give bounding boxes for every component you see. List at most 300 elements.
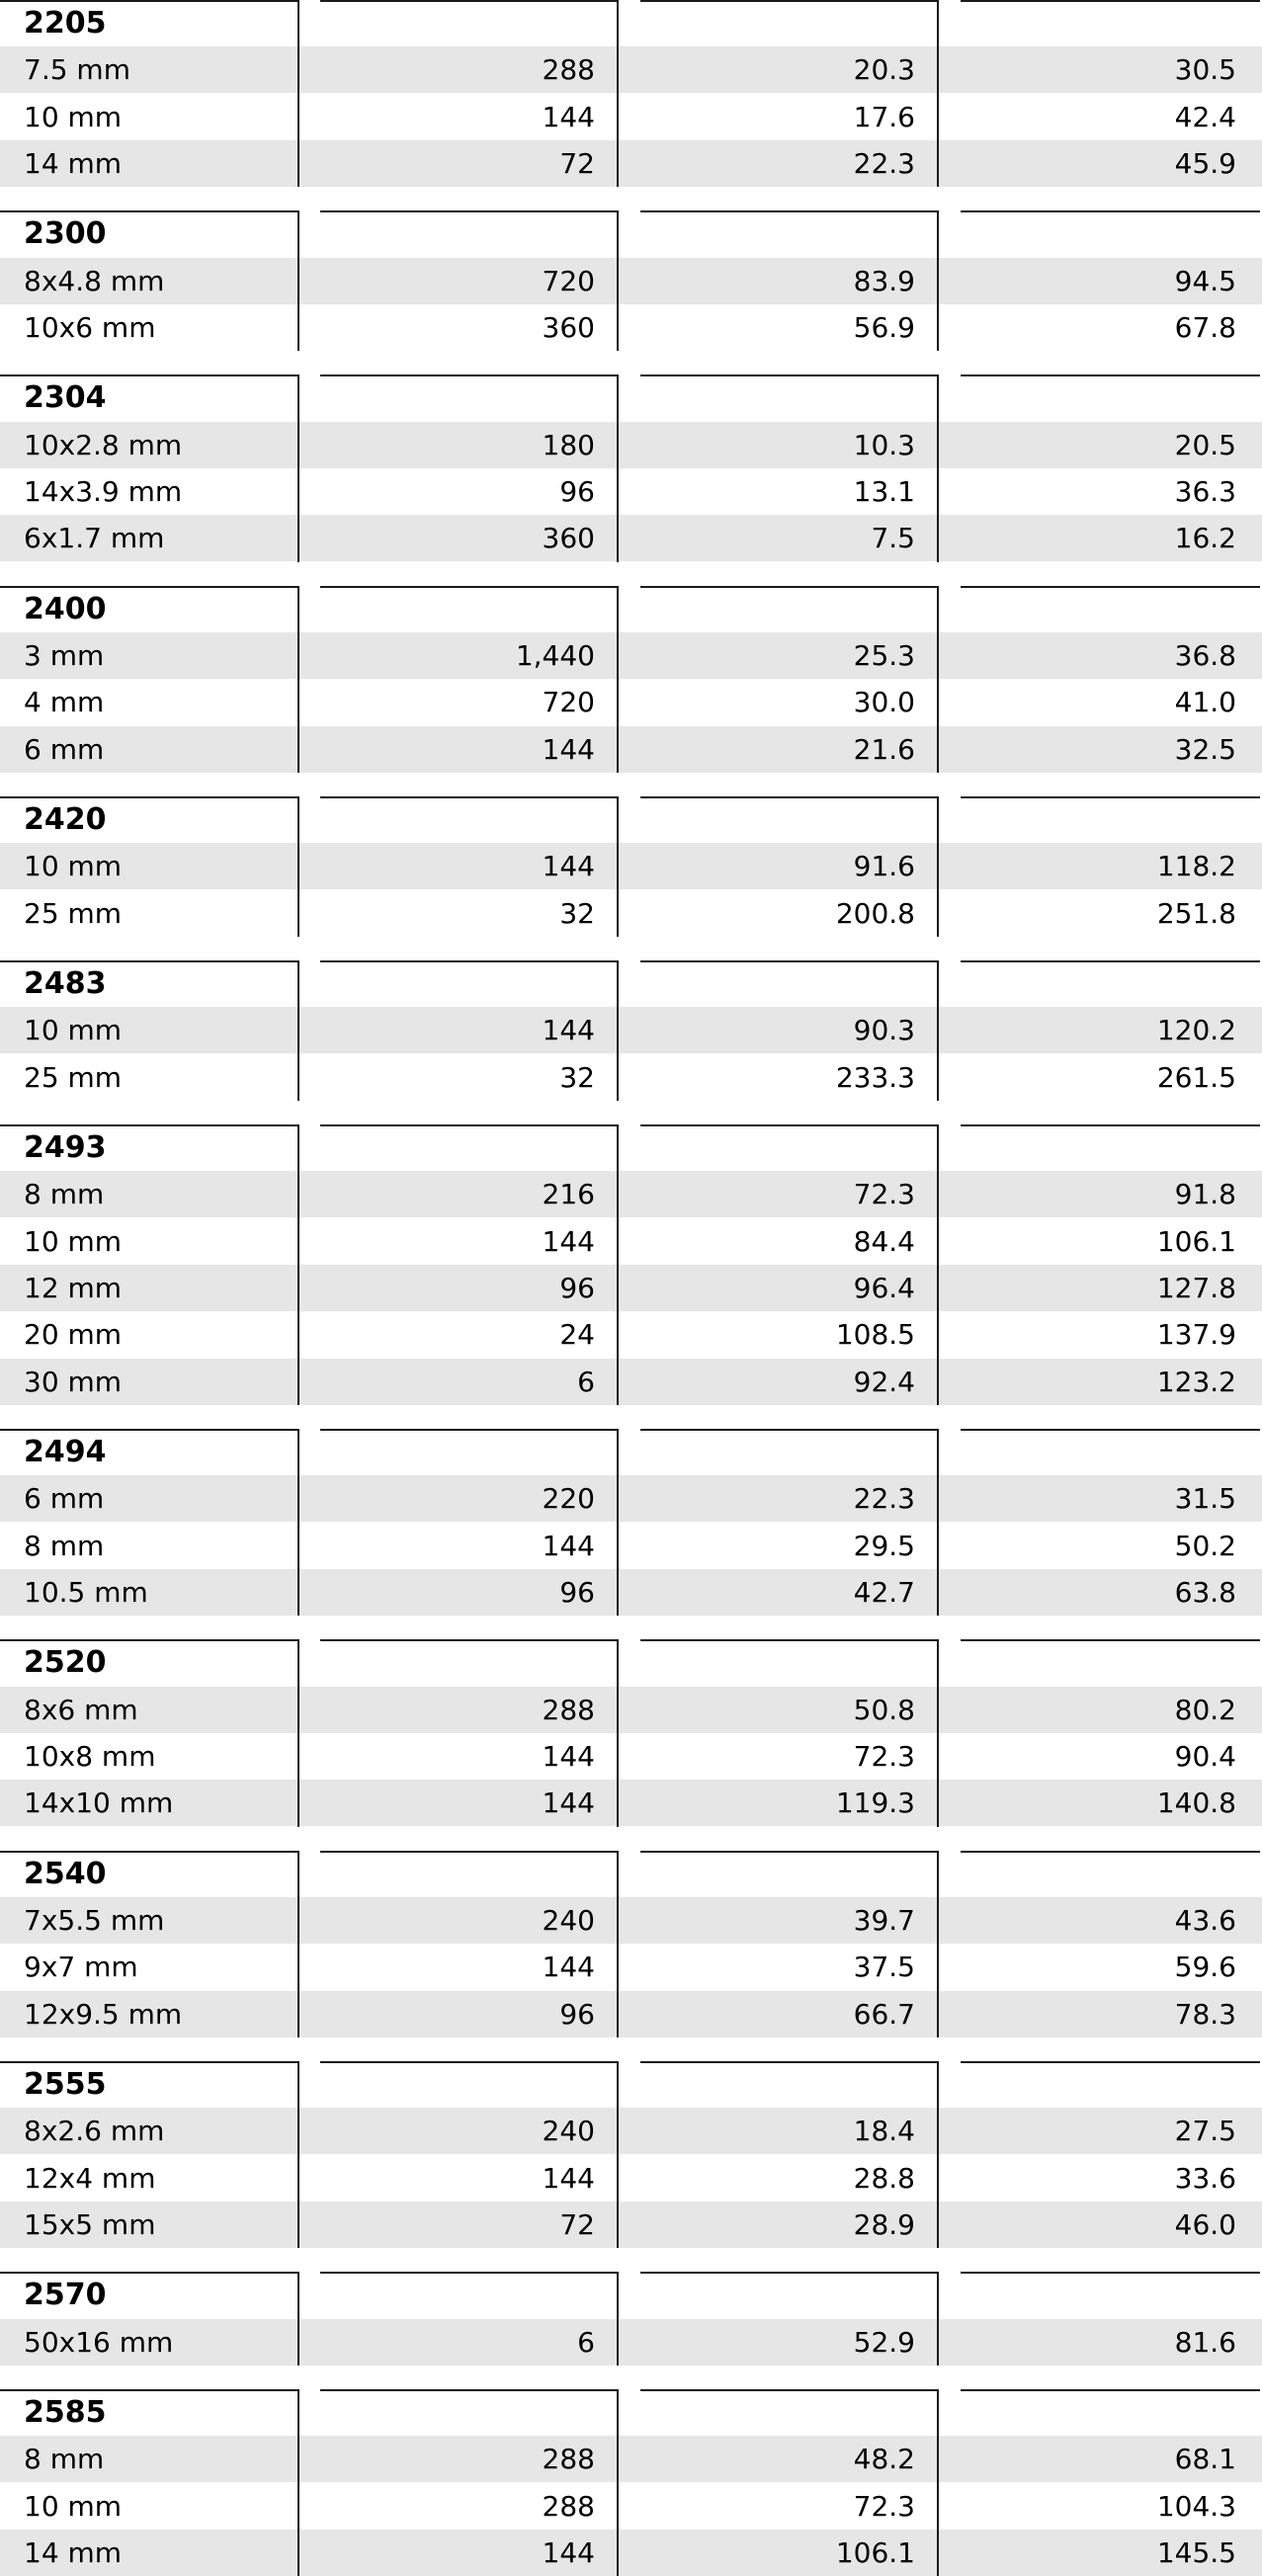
table-row bbox=[0, 1265, 1262, 1311]
group-top-rule bbox=[961, 960, 1260, 962]
quantity-cell: 72 bbox=[559, 2207, 595, 2241]
quantity-cell: 288 bbox=[542, 2489, 595, 2523]
value-a-cell: 48.2 bbox=[853, 2443, 915, 2476]
group-top-rule bbox=[640, 2061, 939, 2063]
table-row bbox=[0, 422, 1262, 468]
group-title: 2483 bbox=[24, 965, 107, 1001]
column-divider bbox=[297, 586, 299, 773]
size-cell: 10x6 mm bbox=[24, 310, 156, 344]
group-top-rule bbox=[961, 586, 1260, 588]
table-row bbox=[0, 2155, 1262, 2202]
column-divider bbox=[937, 1639, 939, 1826]
column-divider bbox=[937, 2272, 939, 2366]
table-row bbox=[0, 1687, 1262, 1733]
table-row bbox=[0, 1054, 1262, 1101]
table-row bbox=[0, 140, 1262, 187]
group-top-rule bbox=[0, 1429, 299, 1431]
group-top-rule bbox=[0, 1851, 299, 1853]
column-divider bbox=[937, 1429, 939, 1616]
quantity-cell: 720 bbox=[542, 264, 595, 297]
column-divider bbox=[937, 2389, 939, 2576]
quantity-cell: 220 bbox=[542, 1482, 595, 1516]
group-top-rule bbox=[0, 796, 299, 798]
value-b-cell: 63.8 bbox=[1174, 1575, 1236, 1609]
column-divider bbox=[937, 374, 939, 561]
table-row bbox=[0, 1733, 1262, 1780]
size-cell: 10 mm bbox=[24, 100, 123, 133]
product-group bbox=[0, 960, 1262, 1101]
value-b-cell: 43.6 bbox=[1174, 1903, 1236, 1937]
column-divider bbox=[617, 960, 619, 1101]
group-title: 2493 bbox=[24, 1129, 107, 1165]
group-top-rule bbox=[640, 0, 939, 2]
quantity-cell: 1,440 bbox=[515, 638, 595, 672]
value-a-cell: 92.4 bbox=[853, 1365, 915, 1398]
value-b-cell: 104.3 bbox=[1156, 2489, 1236, 2523]
table-row bbox=[0, 2436, 1262, 2482]
table-row bbox=[0, 1311, 1262, 1358]
group-header-row bbox=[0, 0, 1262, 46]
value-b-cell: 78.3 bbox=[1174, 1997, 1236, 2031]
value-b-cell: 80.2 bbox=[1174, 1693, 1236, 1726]
group-top-rule bbox=[0, 2389, 299, 2391]
group-top-rule bbox=[320, 1429, 619, 1431]
quantity-cell: 6 bbox=[577, 1365, 595, 1398]
value-a-cell: 83.9 bbox=[853, 264, 915, 297]
value-b-cell: 106.1 bbox=[1156, 1224, 1236, 1258]
column-divider bbox=[297, 1124, 299, 1405]
value-a-cell: 17.6 bbox=[853, 100, 915, 133]
size-cell: 14 mm bbox=[24, 2535, 123, 2569]
value-a-cell: 30.0 bbox=[853, 686, 915, 719]
value-b-cell: 50.2 bbox=[1174, 1529, 1236, 1562]
group-top-rule bbox=[640, 374, 939, 376]
value-a-cell: 39.7 bbox=[853, 1903, 915, 1937]
size-cell: 14x3.9 mm bbox=[24, 474, 183, 508]
column-divider bbox=[297, 2389, 299, 2576]
table-row bbox=[0, 94, 1262, 140]
group-top-rule bbox=[640, 1429, 939, 1431]
value-b-cell: 118.2 bbox=[1156, 850, 1236, 883]
size-cell: 3 mm bbox=[24, 638, 105, 672]
size-cell: 4 mm bbox=[24, 686, 105, 719]
group-top-rule bbox=[640, 586, 939, 588]
value-a-cell: 91.6 bbox=[853, 850, 915, 883]
quantity-cell: 180 bbox=[542, 428, 595, 461]
group-top-rule bbox=[961, 2061, 1260, 2063]
quantity-cell: 144 bbox=[542, 100, 595, 133]
size-cell: 12x9.5 mm bbox=[24, 1997, 183, 2031]
group-top-rule bbox=[640, 210, 939, 212]
table-row bbox=[0, 1359, 1262, 1405]
table-row bbox=[0, 304, 1262, 351]
table-row bbox=[0, 1171, 1262, 1217]
value-a-cell: 37.5 bbox=[853, 1951, 915, 1984]
table-row bbox=[0, 1944, 1262, 1990]
group-top-rule bbox=[320, 374, 619, 376]
quantity-cell: 144 bbox=[542, 1224, 595, 1258]
column-divider bbox=[617, 1639, 619, 1826]
value-b-cell: 137.9 bbox=[1156, 1318, 1236, 1352]
value-a-cell: 10.3 bbox=[853, 428, 915, 461]
value-a-cell: 72.3 bbox=[853, 1178, 915, 1211]
column-divider bbox=[937, 210, 939, 351]
quantity-cell: 24 bbox=[559, 1318, 595, 1352]
group-title: 2420 bbox=[24, 801, 107, 837]
product-group bbox=[0, 1851, 1262, 2037]
column-divider bbox=[617, 1429, 619, 1616]
value-a-cell: 72.3 bbox=[853, 2489, 915, 2523]
column-divider bbox=[297, 374, 299, 561]
group-header-row bbox=[0, 960, 1262, 1007]
value-a-cell: 13.1 bbox=[853, 474, 915, 508]
group-top-rule bbox=[0, 960, 299, 962]
table-row bbox=[0, 2202, 1262, 2248]
group-top-rule bbox=[0, 2061, 299, 2063]
group-title: 2304 bbox=[24, 380, 107, 416]
quantity-cell: 144 bbox=[542, 1014, 595, 1047]
value-b-cell: 41.0 bbox=[1174, 686, 1236, 719]
size-cell: 9x7 mm bbox=[24, 1951, 138, 1984]
group-top-rule bbox=[640, 1851, 939, 1853]
value-a-cell: 96.4 bbox=[853, 1271, 915, 1304]
value-a-cell: 200.8 bbox=[835, 896, 915, 930]
column-divider bbox=[937, 0, 939, 187]
value-a-cell: 25.3 bbox=[853, 638, 915, 672]
table-row bbox=[0, 1007, 1262, 1053]
product-group bbox=[0, 796, 1262, 937]
group-top-rule bbox=[961, 1639, 1260, 1641]
quantity-cell: 216 bbox=[542, 1178, 595, 1211]
value-b-cell: 67.8 bbox=[1174, 310, 1236, 344]
value-b-cell: 120.2 bbox=[1156, 1014, 1236, 1047]
value-a-cell: 90.3 bbox=[853, 1014, 915, 1047]
group-top-rule bbox=[0, 586, 299, 588]
column-divider bbox=[297, 210, 299, 351]
quantity-cell: 144 bbox=[542, 2161, 595, 2195]
column-divider bbox=[617, 0, 619, 187]
group-top-rule bbox=[0, 1124, 299, 1126]
size-cell: 7x5.5 mm bbox=[24, 1903, 165, 1937]
table-row bbox=[0, 46, 1262, 93]
group-top-rule bbox=[320, 2389, 619, 2391]
group-top-rule bbox=[0, 210, 299, 212]
table-row bbox=[0, 258, 1262, 304]
value-b-cell: 145.5 bbox=[1156, 2535, 1236, 2569]
table-row bbox=[0, 1523, 1262, 1569]
column-divider bbox=[617, 2389, 619, 2576]
group-top-rule bbox=[961, 1851, 1260, 1853]
size-cell: 6 mm bbox=[24, 732, 105, 766]
column-divider bbox=[617, 374, 619, 561]
size-cell: 10 mm bbox=[24, 1224, 123, 1258]
size-cell: 10x2.8 mm bbox=[24, 428, 183, 461]
value-b-cell: 20.5 bbox=[1174, 428, 1236, 461]
value-b-cell: 68.1 bbox=[1174, 2443, 1236, 2476]
value-a-cell: 56.9 bbox=[853, 310, 915, 344]
group-top-rule bbox=[320, 796, 619, 798]
column-divider bbox=[297, 1851, 299, 2037]
quantity-cell: 288 bbox=[542, 1693, 595, 1726]
size-cell: 6 mm bbox=[24, 1482, 105, 1516]
value-b-cell: 45.9 bbox=[1174, 146, 1236, 180]
size-cell: 8 mm bbox=[24, 1178, 105, 1211]
table-row bbox=[0, 679, 1262, 725]
value-b-cell: 33.6 bbox=[1174, 2161, 1236, 2195]
value-b-cell: 16.2 bbox=[1174, 522, 1236, 555]
column-divider bbox=[937, 1851, 939, 2037]
value-a-cell: 21.6 bbox=[853, 732, 915, 766]
group-top-rule bbox=[0, 2272, 299, 2274]
value-a-cell: 28.9 bbox=[853, 2207, 915, 2241]
size-cell: 25 mm bbox=[24, 896, 123, 930]
quantity-cell: 96 bbox=[559, 1575, 595, 1609]
group-header-row bbox=[0, 2389, 1262, 2436]
table-row bbox=[0, 1780, 1262, 1826]
size-cell: 8 mm bbox=[24, 1529, 105, 1562]
column-divider bbox=[297, 1429, 299, 1616]
table-row bbox=[0, 468, 1262, 515]
size-cell: 14x10 mm bbox=[24, 1787, 174, 1820]
table-row bbox=[0, 2108, 1262, 2154]
value-a-cell: 18.4 bbox=[853, 2115, 915, 2148]
group-header-row bbox=[0, 796, 1262, 843]
quantity-cell: 144 bbox=[542, 732, 595, 766]
group-top-rule bbox=[320, 2272, 619, 2274]
group-top-rule bbox=[0, 374, 299, 376]
group-title: 2400 bbox=[24, 591, 107, 626]
quantity-cell: 240 bbox=[542, 2115, 595, 2148]
product-group bbox=[0, 2389, 1262, 2576]
group-top-rule bbox=[320, 1124, 619, 1126]
value-a-cell: 233.3 bbox=[835, 1060, 915, 1094]
value-b-cell: 42.4 bbox=[1174, 100, 1236, 133]
product-group bbox=[0, 1124, 1262, 1405]
size-cell: 10 mm bbox=[24, 2489, 123, 2523]
size-cell: 6x1.7 mm bbox=[24, 522, 165, 555]
group-top-rule bbox=[961, 1429, 1260, 1431]
group-top-rule bbox=[961, 1124, 1260, 1126]
value-b-cell: 261.5 bbox=[1156, 1060, 1236, 1094]
group-top-rule bbox=[961, 2389, 1260, 2391]
size-cell: 12x4 mm bbox=[24, 2161, 156, 2195]
size-cell: 8x4.8 mm bbox=[24, 264, 165, 297]
value-b-cell: 81.6 bbox=[1174, 2325, 1236, 2359]
quantity-cell: 240 bbox=[542, 1903, 595, 1937]
quantity-cell: 720 bbox=[542, 686, 595, 719]
column-divider bbox=[297, 960, 299, 1101]
group-header-row bbox=[0, 2061, 1262, 2108]
value-a-cell: 20.3 bbox=[853, 53, 915, 87]
value-b-cell: 59.6 bbox=[1174, 1951, 1236, 1984]
group-header-row bbox=[0, 2272, 1262, 2318]
value-a-cell: 66.7 bbox=[853, 1997, 915, 2031]
group-title: 2555 bbox=[24, 2066, 107, 2102]
value-b-cell: 46.0 bbox=[1174, 2207, 1236, 2241]
value-a-cell: 84.4 bbox=[853, 1224, 915, 1258]
column-divider bbox=[617, 1124, 619, 1405]
quantity-cell: 144 bbox=[542, 1739, 595, 1773]
table-row bbox=[0, 890, 1262, 937]
quantity-cell: 96 bbox=[559, 1997, 595, 2031]
value-a-cell: 106.1 bbox=[835, 2535, 915, 2569]
size-cell: 15x5 mm bbox=[24, 2207, 156, 2241]
quantity-cell: 96 bbox=[559, 474, 595, 508]
value-a-cell: 42.7 bbox=[853, 1575, 915, 1609]
group-top-rule bbox=[640, 796, 939, 798]
size-cell: 25 mm bbox=[24, 1060, 123, 1094]
column-divider bbox=[297, 796, 299, 937]
quantity-cell: 144 bbox=[542, 2535, 595, 2569]
group-top-rule bbox=[961, 2272, 1260, 2274]
column-divider bbox=[617, 586, 619, 773]
value-b-cell: 36.8 bbox=[1174, 638, 1236, 672]
column-divider bbox=[297, 0, 299, 187]
column-divider bbox=[937, 586, 939, 773]
group-header-row bbox=[0, 374, 1262, 421]
table-row bbox=[0, 1218, 1262, 1265]
quantity-cell: 32 bbox=[559, 1060, 595, 1094]
product-group bbox=[0, 210, 1262, 351]
group-top-rule bbox=[320, 0, 619, 2]
value-b-cell: 90.4 bbox=[1174, 1739, 1236, 1773]
group-top-rule bbox=[961, 796, 1260, 798]
table-row bbox=[0, 1991, 1262, 2037]
table-row bbox=[0, 2483, 1262, 2530]
value-a-cell: 50.8 bbox=[853, 1693, 915, 1726]
product-group bbox=[0, 1429, 1262, 1616]
value-a-cell: 7.5 bbox=[871, 522, 915, 555]
value-b-cell: 91.8 bbox=[1174, 1178, 1236, 1211]
group-top-rule bbox=[320, 2061, 619, 2063]
value-b-cell: 32.5 bbox=[1174, 732, 1236, 766]
product-group bbox=[0, 2061, 1262, 2248]
column-divider bbox=[297, 2272, 299, 2366]
product-group bbox=[0, 2272, 1262, 2366]
group-title: 2585 bbox=[24, 2394, 107, 2430]
group-top-rule bbox=[0, 0, 299, 2]
size-cell: 20 mm bbox=[24, 1318, 123, 1352]
size-cell: 7.5 mm bbox=[24, 53, 130, 87]
value-a-cell: 52.9 bbox=[853, 2325, 915, 2359]
size-cell: 10x8 mm bbox=[24, 1739, 156, 1773]
size-cell: 14 mm bbox=[24, 146, 123, 180]
table-row bbox=[0, 515, 1262, 561]
group-title: 2540 bbox=[24, 1856, 107, 1891]
group-top-rule bbox=[640, 1639, 939, 1641]
size-cell: 10 mm bbox=[24, 1014, 123, 1047]
size-cell: 8x6 mm bbox=[24, 1693, 138, 1726]
value-a-cell: 22.3 bbox=[853, 1482, 915, 1516]
group-header-row bbox=[0, 1124, 1262, 1171]
group-header-row bbox=[0, 586, 1262, 632]
column-divider bbox=[937, 796, 939, 937]
column-divider bbox=[617, 2272, 619, 2366]
group-top-rule bbox=[961, 210, 1260, 212]
size-cell: 12 mm bbox=[24, 1271, 123, 1304]
value-b-cell: 31.5 bbox=[1174, 1482, 1236, 1516]
value-b-cell: 30.5 bbox=[1174, 53, 1236, 87]
size-cell: 8x2.6 mm bbox=[24, 2115, 165, 2148]
quantity-cell: 6 bbox=[577, 2325, 595, 2359]
quantity-cell: 360 bbox=[542, 310, 595, 344]
value-a-cell: 29.5 bbox=[853, 1529, 915, 1562]
group-top-rule bbox=[961, 374, 1260, 376]
column-divider bbox=[617, 2061, 619, 2248]
group-title: 2300 bbox=[24, 216, 107, 252]
size-cell: 50x16 mm bbox=[24, 2325, 174, 2359]
group-header-row bbox=[0, 1429, 1262, 1475]
value-a-cell: 28.8 bbox=[853, 2161, 915, 2195]
column-divider bbox=[617, 210, 619, 351]
group-top-rule bbox=[961, 0, 1260, 2]
group-title: 2205 bbox=[24, 6, 107, 41]
column-divider bbox=[937, 960, 939, 1101]
value-b-cell: 123.2 bbox=[1156, 1365, 1236, 1398]
group-title: 2520 bbox=[24, 1645, 107, 1681]
group-top-rule bbox=[640, 960, 939, 962]
column-divider bbox=[937, 1124, 939, 1405]
quantity-cell: 288 bbox=[542, 53, 595, 87]
value-b-cell: 127.8 bbox=[1156, 1271, 1236, 1304]
table-row bbox=[0, 632, 1262, 679]
size-cell: 30 mm bbox=[24, 1365, 123, 1398]
group-top-rule bbox=[640, 2272, 939, 2274]
value-b-cell: 36.3 bbox=[1174, 474, 1236, 508]
value-a-cell: 119.3 bbox=[835, 1787, 915, 1820]
column-divider bbox=[937, 2061, 939, 2248]
value-a-cell: 22.3 bbox=[853, 146, 915, 180]
table-row bbox=[0, 1897, 1262, 1944]
value-b-cell: 27.5 bbox=[1174, 2115, 1236, 2148]
column-divider bbox=[617, 1851, 619, 2037]
quantity-cell: 144 bbox=[542, 850, 595, 883]
value-b-cell: 251.8 bbox=[1156, 896, 1236, 930]
size-cell: 8 mm bbox=[24, 2443, 105, 2476]
group-header-row bbox=[0, 210, 1262, 257]
product-group bbox=[0, 0, 1262, 187]
group-header-row bbox=[0, 1639, 1262, 1686]
size-cell: 10 mm bbox=[24, 850, 123, 883]
group-top-rule bbox=[320, 960, 619, 962]
size-cell: 10.5 mm bbox=[24, 1575, 148, 1609]
quantity-cell: 96 bbox=[559, 1271, 595, 1304]
group-top-rule bbox=[320, 210, 619, 212]
quantity-cell: 288 bbox=[542, 2443, 595, 2476]
table-row bbox=[0, 843, 1262, 889]
quantity-cell: 32 bbox=[559, 896, 595, 930]
quantity-cell: 144 bbox=[542, 1951, 595, 1984]
group-title: 2494 bbox=[24, 1434, 107, 1469]
quantity-cell: 144 bbox=[542, 1787, 595, 1820]
product-group bbox=[0, 1639, 1262, 1826]
group-top-rule bbox=[320, 586, 619, 588]
column-divider bbox=[617, 796, 619, 937]
value-a-cell: 108.5 bbox=[835, 1318, 915, 1352]
quantity-cell: 144 bbox=[542, 1529, 595, 1562]
quantity-cell: 72 bbox=[559, 146, 595, 180]
table-row bbox=[0, 1475, 1262, 1522]
product-group bbox=[0, 586, 1262, 773]
group-title: 2570 bbox=[24, 2278, 107, 2313]
product-group bbox=[0, 374, 1262, 561]
table-row bbox=[0, 2319, 1262, 2366]
group-top-rule bbox=[320, 1639, 619, 1641]
value-b-cell: 140.8 bbox=[1156, 1787, 1236, 1820]
column-divider bbox=[297, 2061, 299, 2248]
group-top-rule bbox=[640, 2389, 939, 2391]
group-header-row bbox=[0, 1851, 1262, 1897]
